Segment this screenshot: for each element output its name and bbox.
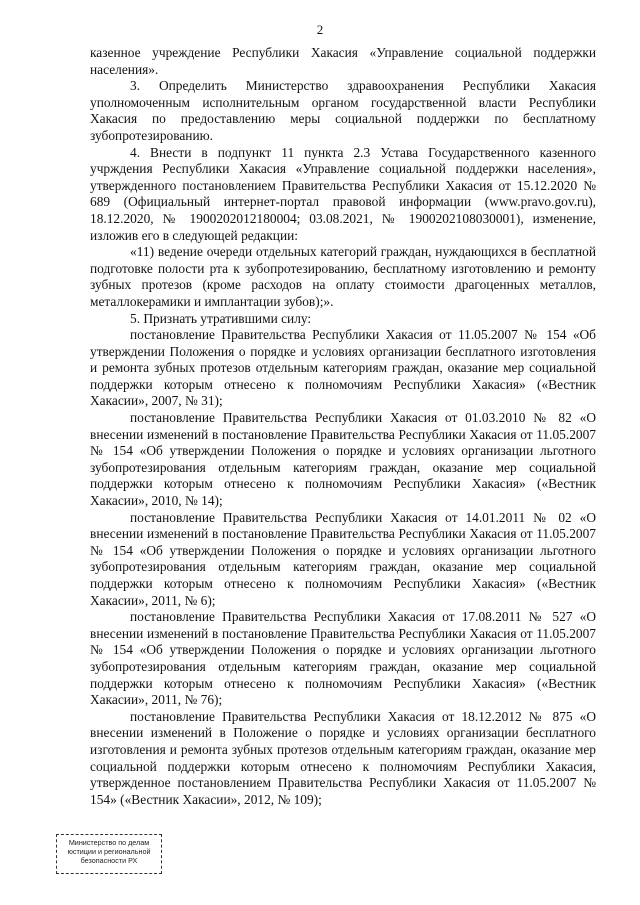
stamp-line: юстиции и региональной <box>67 847 151 856</box>
paragraph-item-3: 3. Определить Министерство здравоохранения Республики Хакасия уполномоченным исполнительным органом государственной власти Республики Хакасия по предоставлению меры социальной поддержки по бесплатному зубопротезированию. <box>90 78 596 143</box>
paragraph-item-5: 5. Признать утратившими силу: <box>130 310 312 326</box>
stamp-line: Министерство по делам <box>68 838 150 847</box>
repealed-act-3: постановление Правительства Республики Хакасия от 14.01.2011 № 02 «О внесении изменений в постановление Правительства Республики Хакасия от 11.05.2007 № 154 «Об утверждении Положения о порядке и условиях организации льготного зубопротезирования отдельным категориям граждан, оказание мер социальной поддержки которым отнесено к полномочиям Республики Хакасия» («Вестник Хакасии», 2011, № 6); <box>90 509 596 608</box>
page-number: 2 <box>316 22 324 37</box>
repealed-act-1: постановление Правительства Республики Хакасия от 11.05.2007 № 154 «Об утверждении Положения о порядке и условиях организации бесплатного изготовления и ремонта зубных протезов отдельным категориям граждан, оказание мер социальной поддержки которым отнесено к полномочиям Республики Хакасия» («Вестник Хакасии», 2007, № 31); <box>90 327 596 409</box>
repealed-act-5: постановление Правительства Республики Хакасия от 18.12.2012 № 875 «О внесении изменений в Положение о порядке и условиях организации бесплатного изготовления и ремонта зубных протезов отдельным категориям граждан, оказание мер социальной поддержки которым отнесено к полномочиям Республики Хакасия, утвержденное постановлением Правительства Республики Хакасия от 11.05.2007 № 154» («Вестник Хакасии», 2012, № 109); <box>90 708 596 807</box>
repealed-act-4: постановление Правительства Республики Хакасия от 17.08.2011 № 527 «О внесении изменений в постановление Правительства Республики Хакасия от 11.05.2007 № 154 «Об утверждении Положения о порядке и условиях организации льготного зубопротезирования отдельным категориям граждан, оказание мер социальной поддержки которым отнесено к полномочиям Республики Хакасия» («Вестник Хакасии», 2011, № 76); <box>90 609 596 708</box>
repealed-act-2: постановление Правительства Республики Хакасия от 01.03.2010 № 82 «О внесении изменений в постановление Правительства Республики Хакасия от 11.05.2007 № 154 «Об утверждении Положения о порядке и условиях организации льготного зубопротезирования отдельным категориям граждан, оказание мер социальной поддержки которым отнесено к полномочиям Республики Хакасия» («Вестник Хакасии», 2010, № 14); <box>90 410 596 509</box>
stamp-line: безопасности РХ <box>80 856 138 865</box>
registration-stamp <box>56 834 162 874</box>
paragraph-item-4: 4. Внести в подпункт 11 пункта 2.3 Устава Государственного казенного учрждения Республики Хакасия «Управление социальной поддержки населения», утвержденного постановлением Правительства Республики Хакасия от 15.12.2020 № 689 (Официальный интернет-портал правовой информации (www.pravo.gov.ru), 18.12.2020, № 1900202012180004; 03.08.2021, № 1900202108030001), изменение, изложив его в следующей редакции: <box>90 144 596 243</box>
paragraph-continuation: казенное учреждение Республики Хакасия «Управление социальной поддержки населения». <box>90 45 596 77</box>
document-body <box>90 45 596 808</box>
paragraph-quoted-amendment: «11) ведение очереди отдельных категорий граждан, нуждающихся в бесплатной подготовке полости рта к зубопротезированию, бесплатному изготовлению и ремонту зубных протезов (кроме расходов на оплату стоимости драгоценных металлов, металлокерамики и имплантации зубов);». <box>90 244 596 309</box>
